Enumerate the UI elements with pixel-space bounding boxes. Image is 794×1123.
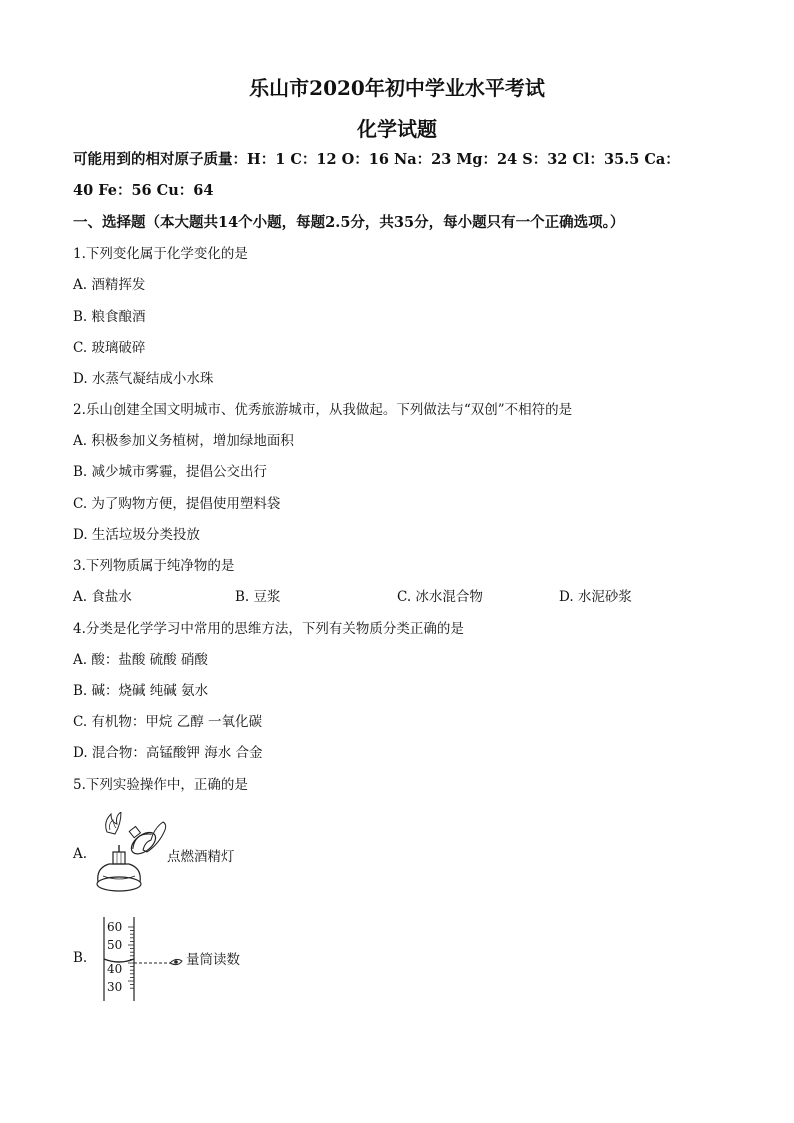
question-3-option-b: B. 豆浆 bbox=[235, 589, 281, 605]
section-heading: 一、选择题（本大题共14个小题，每题2.5分，共35分，每小题只有一个正确选项。） bbox=[73, 214, 625, 231]
cylinder-tick-60: 60 bbox=[107, 920, 123, 934]
question-4-option-b: B. 碱：烧碱 纯碱 氨水 bbox=[73, 683, 209, 699]
page-subtitle: 化学试题 bbox=[357, 117, 437, 141]
graduated-cylinder-illustration bbox=[100, 915, 190, 1003]
atomic-masses-line2: 40 Fe：56 Cu：64 bbox=[73, 182, 214, 199]
question-4-option-a: A. 酸：盐酸 硫酸 硝酸 bbox=[73, 652, 208, 668]
question-5-option-b-letter: B. bbox=[73, 950, 88, 966]
question-4-stem: 4.分类是化学学习中常用的思维方法，下列有关物质分类正确的是 bbox=[73, 621, 464, 637]
cylinder-tick-40: 40 bbox=[107, 962, 123, 976]
question-1-stem: 1.下列变化属于化学变化的是 bbox=[73, 246, 248, 262]
question-1-option-b: B. 粮食酿酒 bbox=[73, 309, 146, 325]
question-5-option-b-label: 量筒读数 bbox=[186, 952, 240, 968]
page-title: 乐山市2020年初中学业水平考试 bbox=[249, 76, 545, 100]
question-3-option-c: C. 冰水混合物 bbox=[397, 589, 483, 605]
cylinder-tick-50: 50 bbox=[107, 938, 123, 952]
question-4-option-d: D. 混合物：高锰酸钾 海水 合金 bbox=[73, 745, 263, 761]
question-2-option-a: A. 积极参加义务植树，增加绿地面积 bbox=[73, 433, 294, 449]
question-2-option-d: D. 生活垃圾分类投放 bbox=[73, 527, 200, 543]
question-2-option-c: C. 为了购物方便，提倡使用塑料袋 bbox=[73, 496, 281, 512]
question-1-option-d: D. 水蒸气凝结成小水珠 bbox=[73, 371, 214, 387]
question-5-option-a-letter: A. bbox=[73, 846, 88, 862]
question-5-stem: 5.下列实验操作中，正确的是 bbox=[73, 777, 248, 793]
question-1-option-a: A. 酒精挥发 bbox=[73, 277, 146, 293]
question-2-option-b: B. 减少城市雾霾，提倡公交出行 bbox=[73, 464, 268, 480]
question-2-stem: 2.乐山创建全国文明城市、优秀旅游城市，从我做起。下列做法与“双创”不相符的是 bbox=[73, 402, 573, 418]
question-4-option-c: C. 有机物：甲烷 乙醇 一氧化碳 bbox=[73, 714, 263, 730]
atomic-masses-line1: 可能用到的相对原子质量：H：1 C：12 O：16 Na：23 Mg：24 S：32 Cl：35.5 Ca： bbox=[73, 151, 680, 168]
cylinder-tick-30: 30 bbox=[107, 980, 123, 994]
question-3-option-a: A. 食盐水 bbox=[73, 589, 132, 605]
alcohol-lamp-lighting-illustration bbox=[93, 812, 173, 894]
question-3-stem: 3.下列物质属于纯净物的是 bbox=[73, 558, 235, 574]
question-1-option-c: C. 玻璃破碎 bbox=[73, 340, 146, 356]
question-5-option-a-label: 点燃酒精灯 bbox=[167, 849, 235, 865]
question-3-option-d: D. 水泥砂浆 bbox=[559, 589, 632, 605]
